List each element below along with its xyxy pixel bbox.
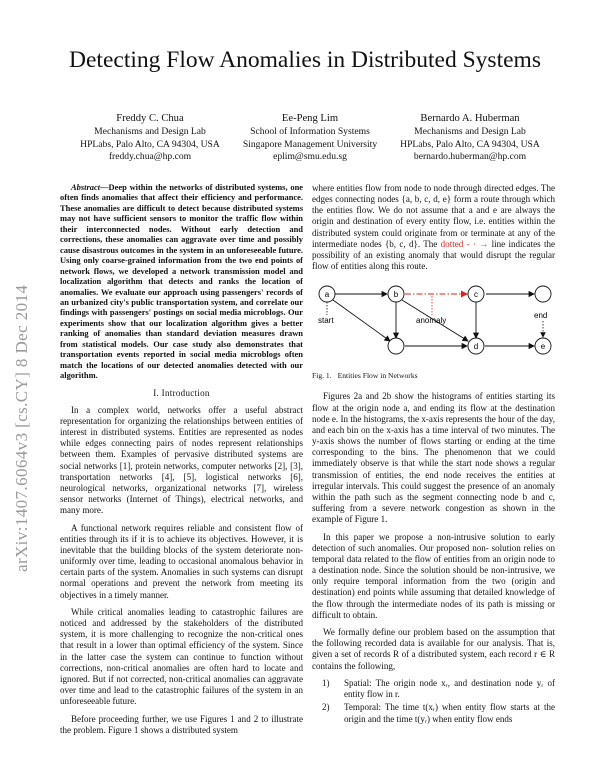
list-item-number: 1) xyxy=(322,678,330,689)
author-3 xyxy=(380,113,560,164)
list-item-number: 2) xyxy=(322,702,330,713)
author-email: bernardo.huberman@hp.com xyxy=(413,151,527,163)
author-dept: School of Information Systems xyxy=(250,126,370,138)
dotted-word: dotted xyxy=(440,238,464,249)
author-name: Freddy C. Chua xyxy=(116,113,184,124)
right-column xyxy=(312,183,555,727)
anomaly-label: anomaly xyxy=(416,316,447,326)
intro-paragraph-4: Before proceeding further, we use Figures 1 and 2 to illustrate the problem. Figure 1 shows a distributed system xyxy=(60,713,303,735)
arxiv-identifier: arXiv:1407.6064v3 [cs.CY] 8 Dec 2014 xyxy=(12,284,31,572)
body-paragraph-1: Figures 2a and 2b show the histograms of entities starting its flow at the origin node a, and ending its flow at the destination node e. In the histograms, the x-axis represents the hour of the day, and each bin on the x-axis has a time interval of two minutes. The y-axis shows the number of flows starting or ending at the time corresponding to the bins. The phenomenon that we could immediately observe is that while the start node shows a regular transmission of entities, the end node receives the entities at irregular intervals. This could suggest the presence of an anomaly within the path such as the segment connecting node b and c, suffering from a severe network congestion as shown in the example of Figure 1. xyxy=(312,391,555,525)
author-org: HPLabs, Palo Alto, CA 94304, USA xyxy=(80,138,220,150)
record-fields-list xyxy=(312,678,555,725)
author-dept: Mechanisms and Design Lab xyxy=(94,126,206,138)
left-column xyxy=(60,182,303,742)
start-label: start xyxy=(318,316,334,326)
node-a-label: a xyxy=(324,290,330,300)
flow-network-diagram xyxy=(312,281,555,367)
node-c-label: c xyxy=(474,290,478,300)
node-b-label: b xyxy=(393,290,399,300)
end-label: end xyxy=(534,311,548,321)
author-name: Bernardo A. Huberman xyxy=(420,113,520,124)
author-name: Ee-Peng Lim xyxy=(281,113,339,124)
node-e-label: e xyxy=(540,342,546,352)
author-email: freddy.chua@hp.com xyxy=(108,151,192,163)
figure-1-caption xyxy=(312,370,555,381)
caption-text: Entities Flow in Networks xyxy=(337,371,418,381)
list-item-text: Temporal: The time t(xᵣ) when entity flow starts at the origin and the time t(yᵣ) when entity flow ends xyxy=(344,702,555,724)
author-block xyxy=(60,113,570,165)
author-1 xyxy=(60,113,240,164)
list-item xyxy=(312,678,555,700)
intro-paragraph-1: In a complex world, networks offer a useful abstract representation for organizing the relationships between entities of interest in distributed systems. Entities are represented as nodes while edges connecting pairs of nodes represent relationships between them. Examples of pervasive distributed systems are social networks [1], protein networks, computer networks [2], [3], transportation networks [4], [5], logistical networks [6], neurological networks, organizational networks [7], wireless sensor networks (Internet of Things), electrical networks, and many more. xyxy=(60,404,303,516)
abstract-label: Abstract xyxy=(71,182,101,192)
body-paragraph-3: We formally define our problem based on the assumption that the following recorded data is available for our analysis. That is, given a set of records R of a distributed system, each record r ∈ R contains the following, xyxy=(312,627,555,671)
author-org: HPLabs, Palo Alto, CA 94304, USA xyxy=(400,138,540,150)
intro-paragraph-2: A functional network requires reliable and consistent flow of entities through its if it is to achieve its objectives. However, it is inevitable that the building blocks of the system deteriorate non-uniformly over time, leading to occasional anomalous behavior in certain parts of the system. Anomalies in such systems can disrupt normal operations and prevent the network from meeting its objectives in a timely manner. xyxy=(60,522,303,600)
caption-number: Fig. 1. xyxy=(312,371,332,381)
node-bottom-left xyxy=(388,338,404,354)
author-org: Singapore Management University xyxy=(242,138,378,150)
author-email: eplim@smu.edu.sg xyxy=(273,151,347,163)
list-item-text: Spatial: The origin node xᵣ, and destination node yᵣ of entity flow in r. xyxy=(344,678,555,700)
dotted-arrow-symbol: - · → xyxy=(466,238,489,249)
intro-continuation-part2: line indicates the possibility of an existing anomaly that would disrupt the regular flow of entities along this route. xyxy=(312,238,555,272)
intro-continuation xyxy=(312,183,555,272)
body-paragraph-2: In this paper we propose a non-intrusive solution to early detection of such anomalies. Our proposed non- solution relies on temporal data related to the flow of entities from an origin node to a destination node. Since the solution should be non-intrusive, we only require temporal information from the two (origin and destination) end points while assuming that detailed knowledge of the flow through the intermediate nodes of its path is missing or difficult to obtain. xyxy=(312,531,555,620)
paper-title: Detecting Flow Anomalies in Distributed Systems xyxy=(69,47,541,73)
abstract xyxy=(60,182,303,381)
edge-a-down xyxy=(333,300,390,341)
node-d-label: d xyxy=(473,342,479,352)
intro-paragraph-3: While critical anomalies leading to catastrophic failures are noticed and addressed by the stakeholders of the distributed system, it is more challenging to recognize the non-critical ones that result in a lower than optimal efficiency of the system. Since in the latter case the system can continue to function without corrections, non-critical anomalies are often hard to locate and ignored. But if not corrected, non-critical anomalies can aggravate over time and lead to the catastrophic failures of the system in an unforeseeable future. xyxy=(60,607,303,707)
section-heading-introduction: I. Introduction xyxy=(153,387,210,398)
abstract-text: —Deep within the networks of distributed systems, one often finds anomalies that affect their efficiency and performance. These anomalies are difficult to detect because distributed systems may not have sufficient sensors to monitor the traffic flow within their interconnected nodes. Without early detection and corrections, these anomalies can aggravate over time and possibly cause disastrous outcomes in the system in an unforeseeable future. Using only coarse-grained information from the two end points of network flows, we developed a network transmission model and localization algorithm that detects and ranks the location of anomalies. We evaluate our approach using passengers' records of an urbanized city's public transportation system, and correlate our findings with passengers' postings on social media microblogs. Our experiments show that our localization algorithm gives a better ranking of anomalies than standard deviation measures drawn from statistical models. Our case study also demonstrates that transportation events reported in social media microblogs often match the locations of our detected anomalies detected with our algorithm. xyxy=(60,182,303,381)
intro-continuation-part1: where entities flow from node to node through directed edges. The edges connecting nodes {a, b, c, d, e} form a route through which the entities flow. We do not assume that a and e are always the origin and destination of every entity flow, i.e. entities within the distributed system could originate from or terminate at any of the intermediate nodes {b, c, d}. The xyxy=(312,183,555,249)
figure-1 xyxy=(312,281,555,367)
author-2 xyxy=(220,113,400,164)
node-c-right xyxy=(535,286,551,302)
list-item xyxy=(312,702,555,724)
author-dept: Mechanisms and Design Lab xyxy=(414,126,526,138)
